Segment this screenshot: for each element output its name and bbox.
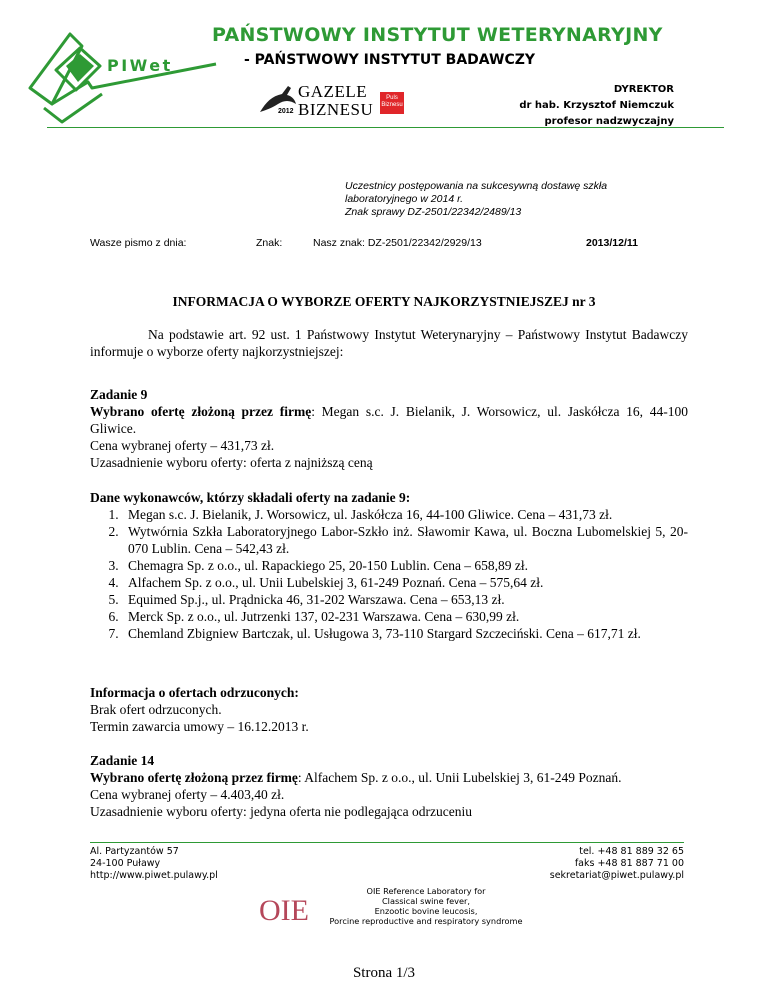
- intro-paragraph: Na podstawie art. 92 ust. 1 Państwowy Instytut Weterynaryjny – Państwowy Instytut Badawczy informuje o wyborze oferty najkorzystniejszej:: [90, 327, 688, 359]
- footer-contact: [550, 846, 684, 882]
- contract-date: Termin zawarcia umowy – 16.12.2013 r.: [90, 719, 309, 734]
- your-letter-label: Wasze pismo z dnia:: [90, 237, 187, 249]
- task9-title: Zadanie 9: [90, 387, 148, 402]
- task9-selected-label: Wybrano ofertę złożoną przez firmę: [90, 404, 312, 419]
- task9-section: [90, 386, 688, 471]
- list-item: 2. Wytwórnia Szkła Laboratoryjnego Labor-Szkło inż. Sławomir Kawa, ul. Boczna Lubomelskiej 5, 20-070 Lublin. Cena – 542,43 zł.: [122, 523, 688, 557]
- list-item: 4. Alfachem Sp. z o.o., ul. Unii Lubelskiej 3, 61-249 Poznań. Cena – 575,64 zł.: [122, 574, 688, 591]
- recipient-line3: Znak sprawy DZ-2501/22342/2489/13: [345, 206, 522, 218]
- recipient-line2: laboratoryjnego w 2014 r.: [345, 193, 464, 205]
- footer-phone: tel. +48 81 889 32 65: [579, 846, 684, 857]
- director-title: DYREKTOR: [613, 84, 674, 95]
- footer-address2: 24-100 Puławy: [90, 858, 161, 869]
- rejected-text: Brak ofert odrzuconych.: [90, 702, 222, 717]
- footer-email[interactable]: sekretariat@piwet.pulawy.pl: [549, 870, 684, 881]
- footer-address1: Al. Partyzantów 57: [90, 846, 179, 857]
- task9-selected: [90, 403, 688, 437]
- piwet-logo-icon: [22, 26, 222, 124]
- gazele-word2: BIZNESU: [298, 100, 374, 119]
- footer-website[interactable]: http://www.piwet.pulawy.pl: [90, 870, 218, 881]
- list-item: 5. Equimed Sp.j., ul. Prądnicka 46, 31-202 Warszawa. Cena – 653,13 zł.: [122, 591, 688, 608]
- task14-selected-value: : Alfachem Sp. z o.o., ul. Unii Lubelskiej 3, 61-249 Poznań.: [297, 770, 622, 785]
- task14-section: [90, 752, 688, 820]
- task14-selected-label: Wybrano ofertę złożoną przez firmę: [90, 770, 298, 785]
- your-ref-label: Znak:: [256, 237, 283, 249]
- institute-name: PAŃSTWOWY INSTYTUT WETERYNARYJNY: [212, 24, 663, 46]
- oie-logo-text: OIE: [259, 894, 309, 927]
- logo-text: PIWet: [107, 56, 173, 75]
- task14-justification: Uzasadnienie wyboru oferty: jedyna oferta nie podlegająca odrzuceniu: [90, 804, 472, 819]
- task9-selected-value: : Megan s.c. J. Bielanik, J. Worsowicz, ul. Jaskółcza 16, 44-100 Gliwice.: [90, 404, 688, 436]
- list-item: 6. Merck Sp. z o.o., ul. Jutrzenki 137, 02-231 Warszawa. Cena – 630,99 zł.: [122, 608, 688, 625]
- gazele-word1: GAZELE: [298, 82, 368, 101]
- header-divider: [47, 127, 724, 128]
- director-rank: profesor nadzwyczajny: [544, 116, 674, 127]
- footer-divider: [90, 842, 684, 843]
- institute-subtitle: - PAŃSTWOWY INSTYTUT BADAWCZY: [244, 52, 536, 68]
- letter-date: 2013/12/11: [586, 237, 638, 249]
- badge-word2: Biznesu: [381, 102, 403, 108]
- badge-word1: Puls: [386, 95, 398, 101]
- task9-price: Cena wybranej oferty – 431,73 zł.: [90, 438, 275, 453]
- document-heading: INFORMACJA O WYBORZE OFERTY NAJKORZYSTNIEJSZEJ nr 3: [172, 294, 596, 309]
- bidders-list: [90, 506, 688, 642]
- oie-reference-block: [318, 886, 534, 926]
- recipient-line1: Uczestnicy postępowania na sukcesywną dostawę szkła: [345, 180, 608, 192]
- list-item: 1. Megan s.c. J. Bielanik, J. Worsowicz, ul. Jaskółcza 16, 44-100 Gliwice. Cena – 431,73 zł.: [122, 506, 688, 523]
- gazele-logo: [258, 78, 418, 122]
- task14-title: Zadanie 14: [90, 753, 155, 768]
- director-name: dr hab. Krzysztof Niemczuk: [519, 100, 674, 111]
- page-number: Strona 1/3: [352, 965, 416, 981]
- bidders-section: [90, 489, 688, 642]
- gazele-year: 2012: [278, 108, 294, 115]
- oie-line2: Classical swine fever,: [381, 896, 471, 906]
- puls-biznesu-badge: [380, 92, 404, 114]
- task14-price: Cena wybranej oferty – 4.403,40 zł.: [90, 787, 285, 802]
- task14-selected: [90, 769, 688, 786]
- director-block: [474, 82, 674, 130]
- list-item: 3. Chemagra Sp. z o.o., ul. Rapackiego 25, 20-150 Lublin. Cena – 658,89 zł.: [122, 557, 688, 574]
- rejected-title: Informacja o ofertach odrzuconych:: [90, 685, 299, 700]
- footer-address: [90, 846, 218, 882]
- recipient-block: [345, 180, 685, 219]
- bidders-title: Dane wykonawców, którzy składali oferty na zadanie 9:: [90, 490, 411, 505]
- footer-fax: faks +48 81 887 71 00: [574, 858, 684, 869]
- task9-justification: Uzasadnienie wyboru oferty: oferta z najniższą ceną: [90, 455, 373, 470]
- oie-line1: OIE Reference Laboratory for: [366, 886, 486, 896]
- our-ref: Nasz znak: DZ-2501/22342/2929/13: [313, 237, 482, 249]
- oie-line3: Enzootic bovine leucosis,: [374, 906, 478, 916]
- list-item: 7. Chemland Zbigniew Bartczak, ul. Usługowa 3, 73-110 Stargard Szczeciński. Cena – 617,71 zł.: [122, 625, 688, 642]
- oie-line4: Porcine reproductive and respiratory syndrome: [329, 916, 523, 926]
- rejected-section: [90, 684, 688, 735]
